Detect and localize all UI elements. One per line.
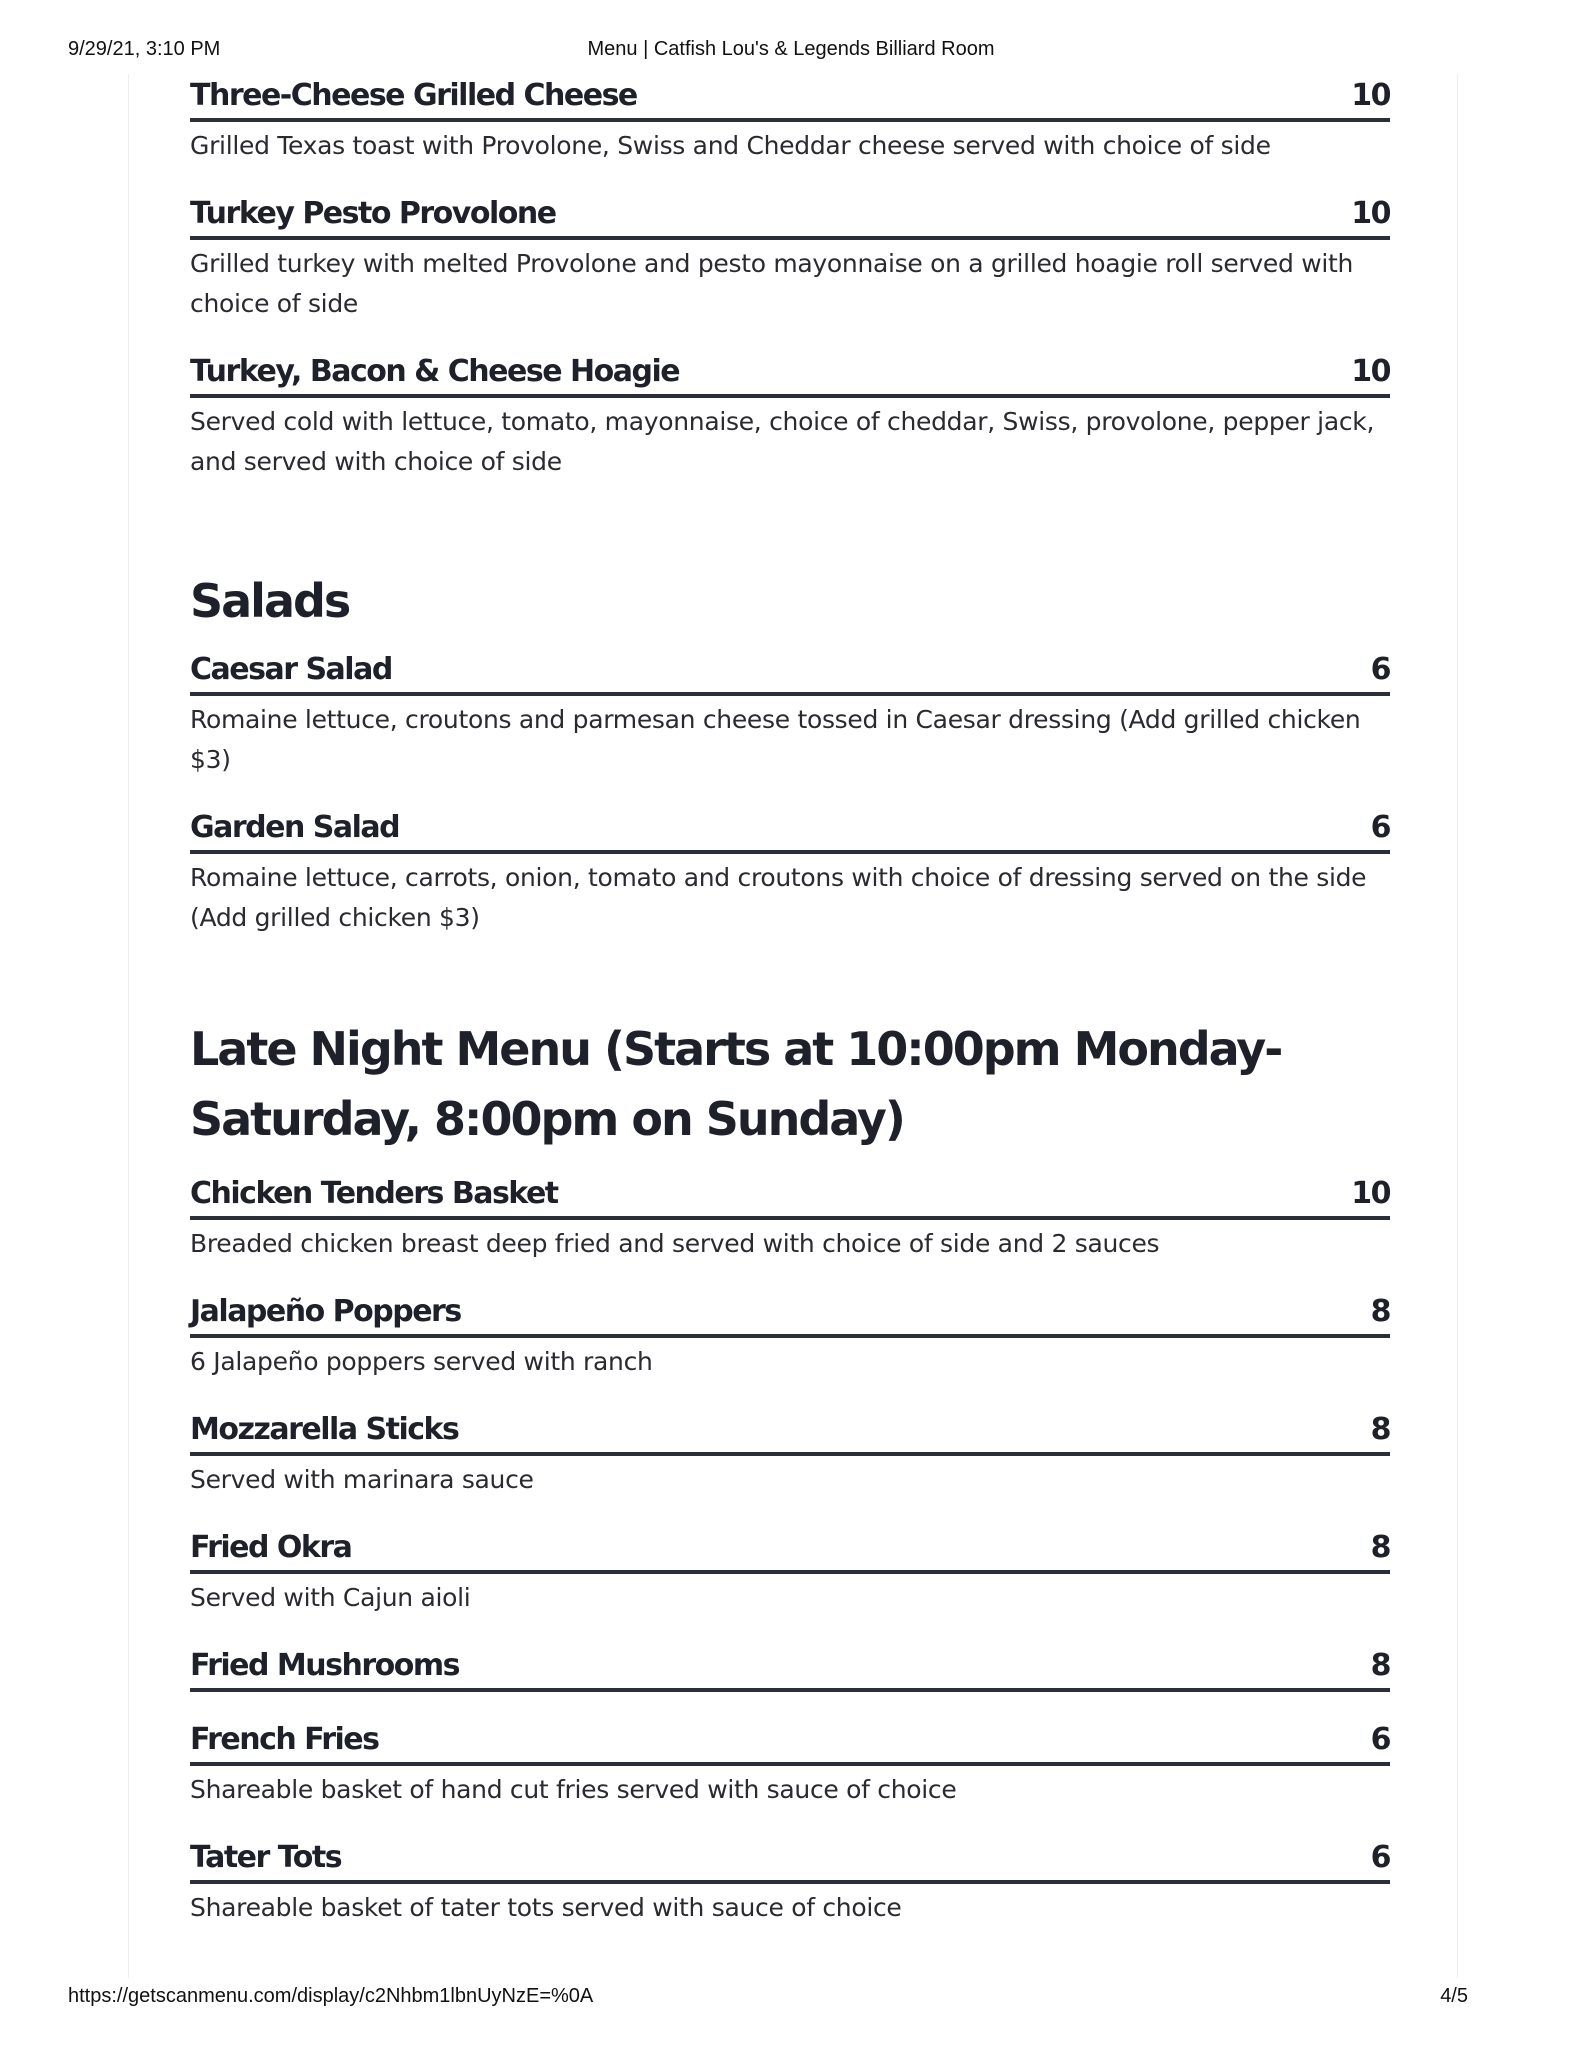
- menu-item: [190, 648, 1390, 780]
- menu-item-description: Romaine lettuce, carrots, onion, tomato and croutons with choice of dressing served on the side (Add grilled chicken $3): [190, 863, 1367, 932]
- menu-item-name: Chicken Tenders Basket: [190, 1176, 558, 1211]
- menu-item-description: Breaded chicken breast deep fried and served with choice of side and 2 sauces: [190, 1229, 1160, 1258]
- menu-item: [190, 350, 1390, 482]
- menu-item: [190, 1644, 1390, 1692]
- menu-item-name: Turkey, Bacon & Cheese Hoagie: [190, 354, 680, 389]
- menu-item: [190, 1836, 1390, 1928]
- menu-item-header: [190, 1644, 1390, 1692]
- print-url: https://getscanmenu.com/display/c2Nhbm1lbnUyNzE=%0A: [68, 1985, 594, 2007]
- menu-item-header: [190, 1836, 1390, 1884]
- menu-item-name: Jalapeño Poppers: [190, 1294, 461, 1329]
- menu-item: [190, 1172, 1390, 1264]
- menu-item: [190, 1290, 1390, 1382]
- menu-item: [190, 1408, 1390, 1500]
- menu-item-description: Grilled turkey with melted Provolone and pesto mayonnaise on a grilled hoagie roll served with choice of side: [190, 249, 1354, 318]
- print-footer: [68, 1985, 1514, 2011]
- print-datetime: 9/29/21, 3:10 PM: [68, 38, 221, 60]
- menu-item: [190, 806, 1390, 938]
- menu-item-header: [190, 1408, 1390, 1456]
- menu-item-header: [190, 192, 1390, 240]
- menu-item-description: Shareable basket of hand cut fries served with sauce of choice: [190, 1775, 957, 1804]
- menu-item: [190, 74, 1390, 166]
- menu-item-name: Fried Okra: [190, 1530, 352, 1565]
- print-page-number: 4/5: [1440, 1985, 1468, 2007]
- menu-item-name: French Fries: [190, 1722, 379, 1757]
- menu-item-name: Three-Cheese Grilled Cheese: [190, 78, 637, 113]
- menu-item-header: [190, 350, 1390, 398]
- menu-item: [190, 1526, 1390, 1618]
- menu-item: [190, 1718, 1390, 1810]
- menu-item-header: [190, 1172, 1390, 1220]
- menu-content: [190, 74, 1390, 1928]
- menu-item-price: 10: [1351, 196, 1390, 231]
- menu-item-price: 8: [1370, 1412, 1390, 1447]
- menu-item-header: [190, 1290, 1390, 1338]
- menu-item-description: Shareable basket of tater tots served with sauce of choice: [190, 1893, 902, 1922]
- menu-item-name: Turkey Pesto Provolone: [190, 196, 556, 231]
- menu-item-header: [190, 1718, 1390, 1766]
- menu-item-name: Mozzarella Sticks: [190, 1412, 459, 1447]
- menu-item-header: [190, 1526, 1390, 1574]
- menu-item-description: Served cold with lettuce, tomato, mayonnaise, choice of cheddar, Swiss, provolone, pepper jack, and served with choice of side: [190, 407, 1375, 476]
- menu-item-price: 10: [1351, 1176, 1390, 1211]
- menu-item-price: 8: [1370, 1530, 1390, 1565]
- menu-item-description: 6 Jalapeño poppers served with ranch: [190, 1347, 653, 1376]
- print-page-title: Menu | Catfish Lou's & Legends Billiard Room: [587, 38, 995, 60]
- menu-item-header: [190, 74, 1390, 122]
- section-title-salads: Salads: [190, 574, 350, 628]
- menu-item-price: 6: [1370, 810, 1390, 845]
- menu-item-name: Tater Tots: [190, 1840, 342, 1875]
- menu-item-price: 8: [1370, 1294, 1390, 1329]
- menu-item-header: [190, 806, 1390, 854]
- print-header: [68, 38, 1514, 64]
- menu-item-price: 10: [1351, 78, 1390, 113]
- menu-item-name: Fried Mushrooms: [190, 1648, 459, 1683]
- menu-item-description: Served with Cajun aioli: [190, 1583, 471, 1612]
- menu-item-price: 8: [1370, 1648, 1390, 1683]
- menu-item-description: Grilled Texas toast with Provolone, Swiss and Cheddar cheese served with choice of side: [190, 131, 1271, 160]
- menu-item-price: 6: [1370, 1840, 1390, 1875]
- menu-item-name: Garden Salad: [190, 810, 400, 845]
- menu-item-name: Caesar Salad: [190, 652, 392, 687]
- menu-item-description: Romaine lettuce, croutons and parmesan cheese tossed in Caesar dressing (Add grilled chicken $3): [190, 705, 1361, 774]
- menu-item-description: Served with marinara sauce: [190, 1465, 534, 1494]
- menu-item-price: 10: [1351, 354, 1390, 389]
- section-title-late-night: Late Night Menu (Starts at 10:00pm Monday-Saturday, 8:00pm on Sunday): [190, 1022, 1282, 1146]
- menu-item-header: [190, 648, 1390, 696]
- menu-item: [190, 192, 1390, 324]
- menu-item-price: 6: [1370, 1722, 1390, 1757]
- menu-item-price: 6: [1370, 652, 1390, 687]
